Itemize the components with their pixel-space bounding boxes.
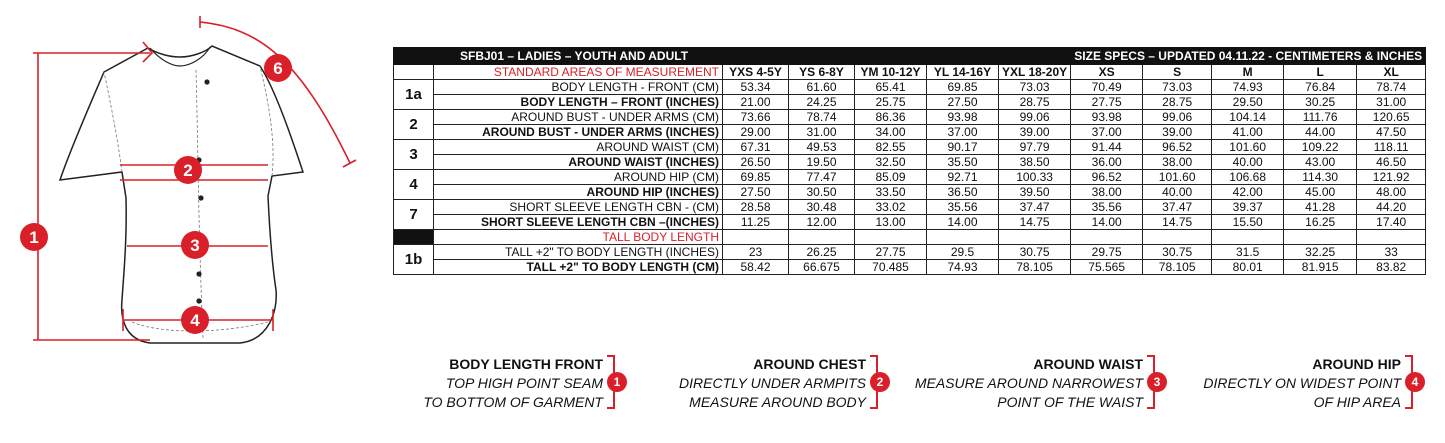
measurement-value: 38.50: [999, 155, 1071, 170]
measurement-value: 81.915: [1284, 260, 1357, 275]
svg-text:3: 3: [190, 236, 200, 255]
measurement-value: 32.25: [1284, 245, 1357, 260]
legend-title: BODY LENGTH FRONT: [449, 356, 603, 372]
table-row: [394, 110, 1426, 125]
size-header: YS 6-8Y: [789, 65, 855, 80]
measurement-value: 121.92: [1357, 170, 1426, 185]
measurement-value: 32.50: [855, 155, 927, 170]
measurement-value: 39.00: [1143, 125, 1212, 140]
measurement-value: 69.85: [723, 170, 789, 185]
size-header: YXL 18-20Y: [999, 65, 1071, 80]
measurement-value: 29.5: [927, 245, 999, 260]
measurement-value: 36.50: [927, 185, 999, 200]
size-header: S: [1143, 65, 1212, 80]
legend-item: [903, 355, 1161, 412]
measurement-value: 16.25: [1284, 215, 1357, 230]
measurement-value: 44.20: [1357, 200, 1426, 215]
empty-cell: [1357, 230, 1426, 245]
measurement-value: 58.42: [723, 260, 789, 275]
table-row: [394, 95, 1426, 110]
group-code: 2: [394, 110, 434, 140]
measurement-value: 75.565: [1071, 260, 1143, 275]
measurement-label: SHORT SLEEVE LENGTH CBN - (CM): [434, 200, 723, 215]
measurement-value: 91.44: [1071, 140, 1143, 155]
svg-text:4: 4: [190, 311, 200, 330]
measurement-value: 39.00: [999, 125, 1071, 140]
measurement-value: 14.75: [999, 215, 1071, 230]
measurement-label: AROUND BUST - UNDER ARMS (CM): [434, 110, 723, 125]
measurement-value: 43.00: [1284, 155, 1357, 170]
measurement-value: 48.00: [1357, 185, 1426, 200]
measurement-label: BODY LENGTH – FRONT (INCHES): [434, 95, 723, 110]
measurement-label: AROUND WAIST (INCHES): [434, 155, 723, 170]
table-row: [394, 185, 1426, 200]
table-row: [394, 80, 1426, 95]
measurement-value: 30.48: [789, 200, 855, 215]
measurement-value: 53.34: [723, 80, 789, 95]
measurement-value: 30.25: [1284, 95, 1357, 110]
measurement-value: 41.28: [1284, 200, 1357, 215]
measurement-value: 28.58: [723, 200, 789, 215]
measurement-value: 37.47: [999, 200, 1071, 215]
badge-3: [181, 231, 209, 259]
measurement-value: 29.75: [1071, 245, 1143, 260]
size-header: XL: [1357, 65, 1426, 80]
table-title-right: SIZE SPECS – UPDATED 04.11.22 - CENTIMETERS & INCHES: [927, 48, 1426, 65]
measurement-value: 41.00: [1212, 125, 1284, 140]
table-row: [394, 125, 1426, 140]
legend-item: [1161, 355, 1419, 412]
table-row: [394, 215, 1426, 230]
legend-badge: 3: [1147, 372, 1167, 392]
measurement-value: 82.55: [855, 140, 927, 155]
measurement-value: 118.11: [1357, 140, 1426, 155]
measurement-value: 111.76: [1284, 110, 1357, 125]
measurement-value: 30.75: [999, 245, 1071, 260]
legend-desc-line: MEASURE AROUND BODY: [689, 394, 866, 410]
measurement-value: 92.71: [927, 170, 999, 185]
measurement-value: 100.33: [999, 170, 1071, 185]
measurement-value: 11.25: [723, 215, 789, 230]
measurement-value: 49.53: [789, 140, 855, 155]
measurement-value: 80.01: [1212, 260, 1284, 275]
measurement-value: 74.93: [1212, 80, 1284, 95]
measurement-value: 30.50: [789, 185, 855, 200]
empty-cell: [789, 230, 855, 245]
measurement-value: 101.60: [1143, 170, 1212, 185]
measurement-value: 77.47: [789, 170, 855, 185]
measurement-value: 40.00: [1143, 185, 1212, 200]
measurement-label: SHORT SLEEVE LENGTH CBN –(INCHES): [434, 215, 723, 230]
legend-desc-line: DIRECTLY ON WIDEST POINT: [1203, 375, 1401, 391]
legend-item: [626, 355, 884, 412]
measurement-value: 31.00: [789, 125, 855, 140]
measurement-value: 46.50: [1357, 155, 1426, 170]
empty-cell: [999, 230, 1071, 245]
empty-cell: [927, 230, 999, 245]
empty-cell: [1143, 230, 1212, 245]
measurement-value: 104.14: [1212, 110, 1284, 125]
measurement-value: 36.00: [1071, 155, 1143, 170]
measurement-value: 14.00: [927, 215, 999, 230]
legend-desc-line: DIRECTLY UNDER ARMPITS: [679, 375, 866, 391]
measurement-value: 28.75: [999, 95, 1071, 110]
measurement-value: 44.00: [1284, 125, 1357, 140]
measurement-value: 31.00: [1357, 95, 1426, 110]
tall-section-label: TALL BODY LENGTH: [434, 230, 723, 245]
legend-item: [363, 355, 621, 412]
size-header: YM 10-12Y: [855, 65, 927, 80]
svg-text:2: 2: [183, 161, 193, 180]
measurement-value: 27.50: [927, 95, 999, 110]
measurement-value: 14.75: [1143, 215, 1212, 230]
empty-cell: [855, 230, 927, 245]
table-title-row: [394, 48, 1426, 65]
table-row: [394, 140, 1426, 155]
measurement-value: 27.75: [855, 245, 927, 260]
legend-title: AROUND HIP: [1312, 356, 1401, 372]
measurement-value: 78.74: [789, 110, 855, 125]
size-header: YXS 4-5Y: [723, 65, 789, 80]
tall-section-row: [394, 230, 1426, 245]
measurement-value: 114.30: [1284, 170, 1357, 185]
measurement-label: AROUND BUST - UNDER ARMS (INCHES): [434, 125, 723, 140]
measurement-value: 109.22: [1284, 140, 1357, 155]
measurement-label: TALL +2" TO BODY LENGTH (CM): [434, 260, 723, 275]
measurement-value: 37.47: [1143, 200, 1212, 215]
measurement-value: 27.50: [723, 185, 789, 200]
measurement-value: 33: [1357, 245, 1426, 260]
legend-badge: 2: [870, 372, 890, 392]
measurement-value: 31.5: [1212, 245, 1284, 260]
empty-cell: [1212, 230, 1284, 245]
measurement-value: 101.60: [1212, 140, 1284, 155]
measurement-value: 96.52: [1143, 140, 1212, 155]
measurement-value: 39.50: [999, 185, 1071, 200]
size-spec-table: [393, 47, 1426, 275]
measurement-value: 12.00: [789, 215, 855, 230]
group-code: 1b: [394, 245, 434, 275]
measurement-value: 83.82: [1357, 260, 1426, 275]
measurement-value: 96.52: [1071, 170, 1143, 185]
measurement-label: AROUND WAIST (CM): [434, 140, 723, 155]
measurement-value: 76.84: [1284, 80, 1357, 95]
measurement-value: 99.06: [1143, 110, 1212, 125]
measurement-label: AROUND HIP (CM): [434, 170, 723, 185]
legend-desc-line: POINT OF THE WAIST: [997, 394, 1143, 410]
legend-badge: 1: [607, 372, 627, 392]
legend-desc-line: MEASURE AROUND NARROWEST: [914, 375, 1143, 391]
tall-section-marker: [394, 230, 434, 245]
measurement-value: 26.50: [723, 155, 789, 170]
measurement-value: 28.75: [1143, 95, 1212, 110]
table-row: [394, 170, 1426, 185]
group-code: 7: [394, 200, 434, 230]
empty-cell: [723, 230, 789, 245]
measurement-value: 99.06: [999, 110, 1071, 125]
measurement-value: 25.75: [855, 95, 927, 110]
measurement-value: 35.56: [1071, 200, 1143, 215]
measurement-value: 19.50: [789, 155, 855, 170]
measurement-value: 29.00: [723, 125, 789, 140]
measurement-value: 70.49: [1071, 80, 1143, 95]
badge-1: [20, 223, 48, 251]
table-row: [394, 245, 1426, 260]
size-header: L: [1284, 65, 1357, 80]
table-row: [394, 155, 1426, 170]
measurement-value: 106.68: [1212, 170, 1284, 185]
measurement-label: BODY LENGTH - FRONT (CM): [434, 80, 723, 95]
measurement-value: 27.75: [1071, 95, 1143, 110]
measurement-value: 42.00: [1212, 185, 1284, 200]
measurement-value: 78.105: [999, 260, 1071, 275]
measurement-label: TALL +2" TO BODY LENGTH (INCHES): [434, 245, 723, 260]
group-code: 3: [394, 140, 434, 170]
measurement-value: 15.50: [1212, 215, 1284, 230]
measurement-value: 97.79: [999, 140, 1071, 155]
measurement-value: 13.00: [855, 215, 927, 230]
group-code: 4: [394, 170, 434, 200]
legend-desc-line: TOP HIGH POINT SEAM: [445, 375, 603, 391]
measurement-value: 30.75: [1143, 245, 1212, 260]
measurement-value: 37.00: [1071, 125, 1143, 140]
measurement-value: 70.485: [855, 260, 927, 275]
badge-2: [174, 156, 202, 184]
measurement-value: 69.85: [927, 80, 999, 95]
areas-header: STANDARD AREAS OF MEASUREMENT: [434, 65, 723, 80]
measurement-value: 33.50: [855, 185, 927, 200]
measurement-label: AROUND HIP (INCHES): [434, 185, 723, 200]
measurement-value: 65.41: [855, 80, 927, 95]
badge-4: [181, 306, 209, 334]
measurement-value: 35.56: [927, 200, 999, 215]
measurement-value: 38.00: [1143, 155, 1212, 170]
size-header: XS: [1071, 65, 1143, 80]
measurement-value: 61.60: [789, 80, 855, 95]
table-row: [394, 260, 1426, 275]
measurement-value: 73.66: [723, 110, 789, 125]
measurement-value: 73.03: [999, 80, 1071, 95]
size-header: YL 14-16Y: [927, 65, 999, 80]
measurement-value: 45.00: [1284, 185, 1357, 200]
measurement-value: 24.25: [789, 95, 855, 110]
measurement-value: 85.09: [855, 170, 927, 185]
measurement-value: 86.36: [855, 110, 927, 125]
measurement-value: 29.50: [1212, 95, 1284, 110]
measurement-value: 37.00: [927, 125, 999, 140]
group-code: 1a: [394, 80, 434, 110]
table-title-left: SFBJ01 – LADIES – YOUTH AND ADULT: [434, 48, 927, 65]
jersey-measurement-diagram: [0, 0, 380, 443]
legend-title: AROUND WAIST: [1033, 356, 1143, 372]
legend-title: AROUND CHEST: [753, 356, 866, 372]
measurement-value: 39.37: [1212, 200, 1284, 215]
table-header-row: [394, 65, 1426, 80]
measurement-value: 34.00: [855, 125, 927, 140]
measurement-value: 93.98: [927, 110, 999, 125]
legend-desc-line: OF HIP AREA: [1313, 394, 1401, 410]
measurement-value: 120.65: [1357, 110, 1426, 125]
measurement-value: 78.105: [1143, 260, 1212, 275]
jersey-outline: [60, 46, 303, 343]
svg-text:6: 6: [273, 59, 283, 78]
table-row: [394, 200, 1426, 215]
empty-cell: [1284, 230, 1357, 245]
measurement-value: 67.31: [723, 140, 789, 155]
measurement-value: 17.40: [1357, 215, 1426, 230]
measurement-value: 40.00: [1212, 155, 1284, 170]
measurement-value: 23: [723, 245, 789, 260]
svg-text:1: 1: [29, 228, 39, 247]
measurement-value: 14.00: [1071, 215, 1143, 230]
measurement-value: 66.675: [789, 260, 855, 275]
measurement-value: 90.17: [927, 140, 999, 155]
measurement-value: 35.50: [927, 155, 999, 170]
measurement-value: 47.50: [1357, 125, 1426, 140]
measurement-value: 21.00: [723, 95, 789, 110]
measurement-value: 26.25: [789, 245, 855, 260]
legend-badge: 4: [1405, 372, 1425, 392]
empty-cell: [1071, 230, 1143, 245]
measurement-value: 74.93: [927, 260, 999, 275]
legend-desc-line: TO BOTTOM OF GARMENT: [423, 394, 603, 410]
badge-6: [264, 54, 292, 82]
measurement-value: 78.74: [1357, 80, 1426, 95]
measurement-value: 38.00: [1071, 185, 1143, 200]
measurement-value: 73.03: [1143, 80, 1212, 95]
size-header: M: [1212, 65, 1284, 80]
measurement-value: 33.02: [855, 200, 927, 215]
measurement-value: 93.98: [1071, 110, 1143, 125]
